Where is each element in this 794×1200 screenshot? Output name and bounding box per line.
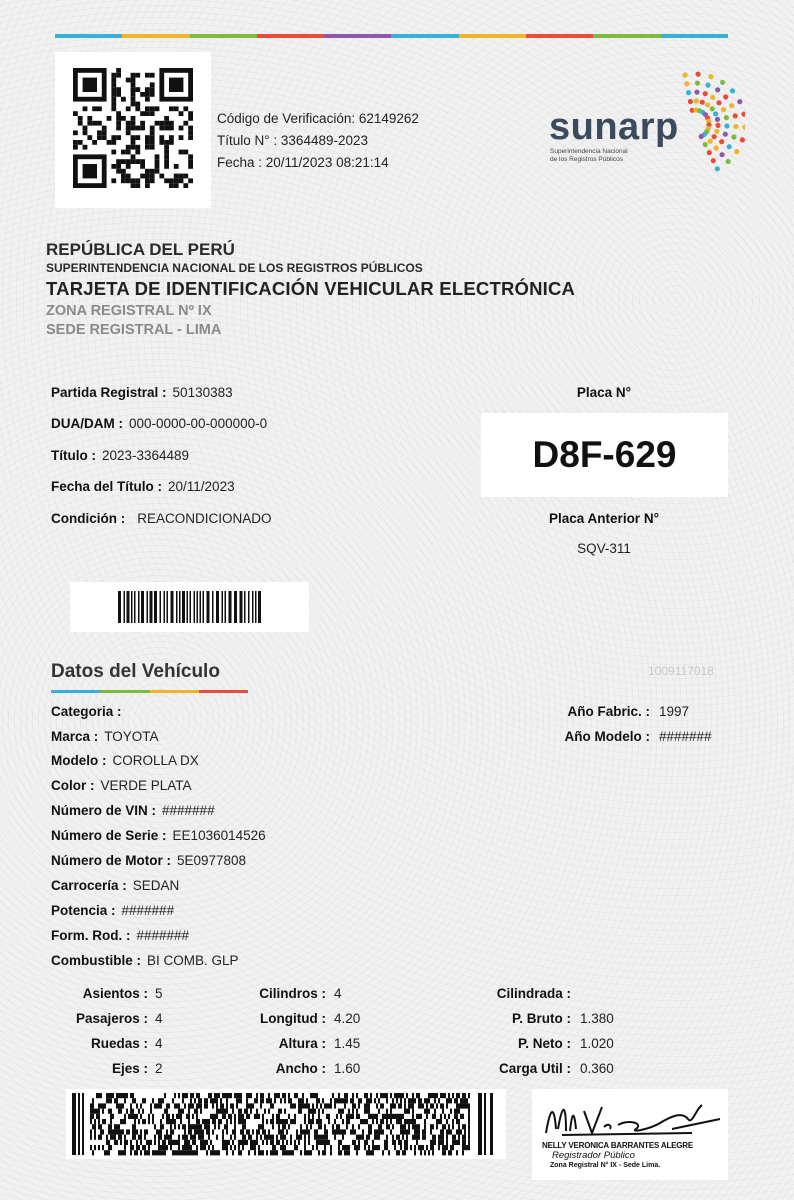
modelo-value: COROLLA DX — [112, 753, 199, 768]
signatory-name: NELLY VERONICA BARRANTES ALEGRE — [542, 1141, 694, 1150]
pneto-label-text: P. Neto : — [517, 1036, 571, 1051]
carroceria-value: SEDAN — [132, 878, 180, 893]
stripe-segment — [257, 34, 324, 38]
motor-value: 5E0977808 — [177, 853, 247, 868]
modelo-label: Modelo : — [51, 753, 107, 768]
datos-title: Datos del Vehículo — [51, 661, 220, 682]
pbruto-label-text: P. Bruto : — [511, 1011, 571, 1026]
placa-anterior-label: Placa Anterior N° — [549, 511, 659, 526]
verification-block — [217, 108, 419, 174]
document-title: TARJETA DE IDENTIFICACIÓN VEHICULAR ELECTRÓNICA — [46, 278, 576, 299]
potencia-row — [51, 903, 174, 918]
altura-label-text: Altura : — [278, 1036, 326, 1051]
logo-sub-line1: Superintendencia Nacional — [550, 148, 628, 155]
ejes-value: 2 — [155, 1061, 163, 1076]
carga-label — [440, 1061, 571, 1076]
pneto-label — [440, 1036, 571, 1051]
placa-anterior-value: SQV-311 — [577, 541, 631, 556]
stripe-segment — [324, 34, 391, 38]
fecha-titulo-label: Fecha del Título : — [51, 479, 163, 494]
serial-number: 1009117018 — [648, 664, 714, 678]
condicion-label: Condición : — [51, 511, 126, 526]
stripe-segment — [55, 34, 122, 38]
fecha-titulo-value: 20/11/2023 — [168, 479, 235, 494]
partida-value: 50130383 — [172, 385, 233, 400]
vin-row — [51, 803, 215, 818]
sunarp-logo — [545, 66, 745, 176]
anio-fabric-label — [520, 704, 650, 719]
barcode-icon — [70, 582, 309, 632]
pdf417-barcode — [66, 1089, 506, 1159]
logo-word: sunarp — [549, 106, 679, 148]
serie-label: Número de Serie : — [51, 828, 167, 843]
condicion-row — [51, 511, 272, 526]
formrod-label: Form. Rod. : — [51, 928, 131, 943]
dua-row — [51, 416, 267, 431]
partida-label: Partida Registral : — [51, 385, 167, 400]
pasajeros-label-text: Pasajeros : — [75, 1011, 148, 1026]
categoria-label: Categoria : — [51, 704, 122, 719]
titulo-value: 2023-3364489 — [101, 448, 190, 463]
formrod-row — [51, 928, 189, 943]
cilindrada-label — [440, 986, 571, 1001]
signatory-zona: Zona Registral N° IX - Sede Lima. — [550, 1162, 661, 1169]
sede-registral: SEDE REGISTRAL - LIMA — [46, 322, 222, 338]
pdf417-barcode-icon — [66, 1089, 506, 1159]
signature-icon — [532, 1089, 728, 1144]
country-title: REPÚBLICA DEL PERÚ — [46, 240, 235, 259]
verification-title: Título N° : 3364489-2023 — [217, 133, 368, 148]
ancho-label-text: Ancho : — [275, 1061, 326, 1076]
placa-label: Placa N° — [576, 385, 632, 400]
asientos-label — [40, 986, 148, 1001]
ancho-label — [200, 1061, 326, 1076]
motor-label: Número de Motor : — [51, 853, 171, 868]
dua-label: DUA/DAM : — [51, 416, 123, 431]
stripe-segment — [593, 34, 660, 38]
potencia-value: ####### — [121, 903, 175, 918]
combustible-value: BI COMB. GLP — [147, 953, 239, 968]
longitud-label-text: Longitud : — [260, 1011, 326, 1026]
cilindros-label-text: Cilindros : — [259, 986, 326, 1001]
document-heading — [46, 240, 575, 338]
anio-fabric-label-text: Año Fabric. : — [567, 704, 650, 719]
carga-value: 0.360 — [580, 1061, 614, 1076]
stripe-segment — [661, 34, 728, 38]
ejes-label-text: Ejes : — [111, 1061, 148, 1076]
signature-block — [532, 1089, 728, 1180]
asientos-label-text: Asientos : — [82, 986, 148, 1001]
stripe-segment — [526, 34, 593, 38]
vin-value: ####### — [162, 803, 215, 818]
stripe-segment — [190, 34, 257, 38]
ejes-label — [40, 1061, 148, 1076]
pasajeros-value: 4 — [155, 1011, 163, 1026]
titulo-label: Título : — [51, 448, 96, 463]
carroceria-label: Carrocería : — [51, 878, 127, 893]
potencia-label: Potencia : — [51, 903, 116, 918]
fecha-titulo-row — [51, 479, 235, 494]
placa-value: D8F-629 — [532, 434, 677, 475]
pneto-value: 1.020 — [580, 1036, 614, 1051]
condicion-value: REACONDICIONADO — [137, 511, 272, 526]
carga-label-text: Carga Util : — [498, 1061, 571, 1076]
modelo-row — [51, 753, 199, 768]
logo-subtitle — [550, 148, 628, 164]
color-label: Color : — [51, 778, 95, 793]
signatory-role: Registrador Público — [552, 1150, 635, 1161]
cilindros-value: 4 — [334, 986, 342, 1001]
verification-date: Fecha : 20/11/2023 08:21:14 — [217, 155, 389, 170]
anio-modelo-label-text: Año Modelo : — [564, 729, 650, 744]
color-value: VERDE PLATA — [100, 778, 192, 793]
qr-code-icon — [73, 68, 193, 188]
anio-modelo-value: ####### — [659, 729, 712, 744]
ruedas-label — [40, 1036, 148, 1051]
logo-sub-line2: de los Registros Públicos — [550, 156, 623, 163]
qr-code — [55, 52, 211, 208]
zona-registral: ZONA REGISTRAL Nº IX — [46, 303, 212, 319]
stripe-segment — [122, 34, 189, 38]
datos-underline — [51, 690, 248, 693]
altura-value: 1.45 — [334, 1036, 361, 1051]
partida-row — [51, 385, 233, 400]
stripe-segment — [459, 34, 526, 38]
dua-value: 000-0000-00-000000-0 — [129, 416, 268, 431]
longitud-value: 4.20 — [334, 1011, 361, 1026]
pasajeros-label — [40, 1011, 148, 1026]
marca-row — [51, 729, 159, 744]
color-row — [51, 778, 192, 793]
stripe-segment — [391, 34, 458, 38]
color-stripe — [55, 34, 728, 38]
motor-row — [51, 853, 246, 868]
combustible-label: Combustible : — [51, 953, 141, 968]
longitud-label — [200, 1011, 326, 1026]
ancho-value: 1.60 — [334, 1061, 361, 1076]
carroceria-row — [51, 878, 179, 893]
vin-label: Número de VIN : — [51, 803, 157, 818]
altura-label — [200, 1036, 326, 1051]
combustible-row — [51, 953, 239, 968]
anio-modelo-label — [520, 729, 650, 744]
formrod-value: ####### — [136, 928, 190, 943]
cilindros-label — [200, 986, 326, 1001]
institution-title: SUPERINTENDENCIA NACIONAL DE LOS REGISTROS PÚBLICOS — [46, 261, 423, 275]
barcode-small — [70, 582, 309, 632]
anio-fabric-value: 1997 — [659, 704, 690, 719]
ruedas-value: 4 — [155, 1036, 163, 1051]
verification-code: Código de Verificación: 62149262 — [217, 111, 419, 126]
categoria-row — [51, 704, 122, 719]
pbruto-label — [440, 1011, 571, 1026]
pbruto-value: 1.380 — [580, 1011, 614, 1026]
ruedas-label-text: Ruedas : — [90, 1036, 148, 1051]
asientos-value: 5 — [155, 986, 163, 1001]
titulo-row — [51, 448, 189, 463]
serie-row — [51, 828, 266, 843]
serie-value: EE1036014526 — [172, 828, 266, 843]
cilindrada-label-text: Cilindrada : — [496, 986, 571, 1001]
marca-label: Marca : — [51, 729, 99, 744]
placa-box — [481, 413, 728, 497]
marca-value: TOYOTA — [104, 729, 159, 744]
